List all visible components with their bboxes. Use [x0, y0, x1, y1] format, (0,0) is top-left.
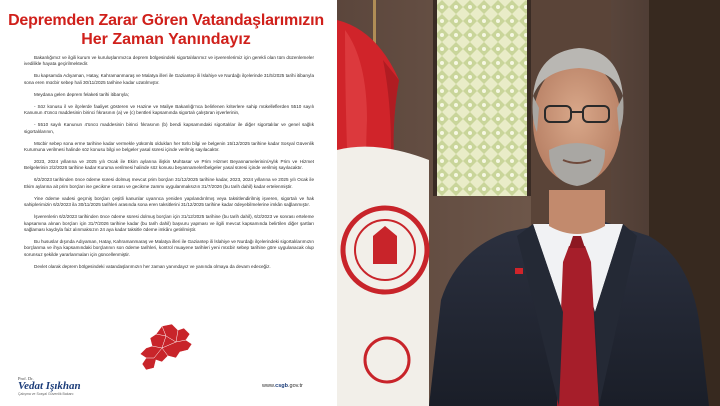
paragraph: Meydana gelen deprem felaketi tarihi itibarıyla;: [34, 91, 129, 97]
signature-name: Vedat Işıkhan: [18, 380, 81, 392]
earthquake-region-map-icon: [132, 322, 202, 372]
paragraph: - Söz konusu il ve ilçelerde faaliyet gösteren ve Hazine ve Maliye Bakanlığı'nca belirlenen kriterlere sahip mükelleflerden 5510 sayılı Kanunun 4'üncü maddesinin birinci fıkrasının (a) ve (c) bentleri kapsamında sigortalı çalıştıran işverlerinin,: [24, 103, 314, 116]
website-url: [262, 383, 303, 389]
press-release-document: [0, 0, 332, 406]
paragraph: Yine ödeme vadesi geçmiş borçları çeşitli kanunlar uyarınca yeniden yapılandırılmış veya taksitlendirilmiş işveren, sigortalı ve hak sahiplerimizin 6/2/2023 ila 30/11/2025 tarihleri arasında sona eren taksitlerini 31/12/2025 tarihine kadar ödeyebilmelerine imkân sağlanmıştır.: [24, 195, 314, 208]
website-domain: csgb: [275, 383, 288, 389]
website-suffix: .gov.tr: [287, 383, 303, 389]
ministry-emblem-icon: [337, 147, 429, 406]
portrait-scene: [337, 0, 720, 406]
headline-line-1: Depremden Zarar Gören Vatandaşlarımızın: [8, 12, 324, 29]
paragraph: Bu kapsamda Adıyaman, Hatay, Kahramanmaraş ve Malatya illeri ile Gaziantep ili İslahiye ve Nurdağı ilçelerinde 31/5/2025 tarihi itibarıyla sona eren mücbir sebep hali 30/11/2025 tarihine kadar uzatılmıştır.: [24, 73, 314, 85]
website-prefix: www.: [262, 383, 276, 389]
paragraph: - 5510 sayılı Kanunun 4'üncü maddesinin birinci fıkrasının (b) bendi kapsamındaki sigortalılar ile diğer sigortalılar ve genel sağlık sigortalılarının,: [24, 122, 314, 134]
document-body: [24, 55, 314, 276]
window-lattice: [435, 0, 529, 196]
paragraph: Devlet olarak deprem bölgesindeki vatandaşlarımızın her zaman yanındayız ve yanında olmaya da devam edeceğiz.: [34, 263, 271, 269]
paragraph: Bu hususlar dışında Adıyaman, Hatay, Kahramanmaraş ve Malatya illeri ile Gaziantep ili İslahiye ve Nurdağı ilçelerindeki sigortalılarımızın borçlanma ve ihya kapsamındaki borçlarının son ödeme tarihleri, kontrol muayene tarihleri yeni mücbir sebep tarihine göre uygulanacak olup sorunsuz şekilde yararlanmaları için güncellenmiştir.: [24, 239, 314, 257]
signature-title: Çalışma ve Sosyal Güvenlik Bakanı: [18, 392, 74, 396]
headline-line-2: Her Zaman Yanındayız: [81, 31, 251, 48]
paragraph: 6/2/2023 tarihinden önce ödeme süresi dolmuş mevcut prim borçları 31/12/2025 tarihine kadar, 2023, 2024 yıllarına ve 2025 yılı Ocak ile Ekim aylarına ait prim borçları ise gecikme cezası ve gecikme zammı uygulanmaksızın 31/7/2026 (bu tarih dahil) kadar ertelenmiştir.: [24, 177, 314, 189]
minister-portrait-photo: [337, 0, 720, 406]
paragraph: 2023, 2024 yıllarına ve 2025 yılı Ocak ile Ekim aylarına ilişkin Muhtasar ve Prim Hizmet Beyannamelerinin/Aylık Prim ve Hizmet Belgelerinin 2/2/2026 tarihine kadar Kuruma verilmesi halinde söz konusu beyannameler/belgeler yasal süresi içinde verilmiş sayılacaktır.: [24, 159, 314, 171]
signature-block: [18, 376, 81, 396]
paragraph: İşverenlerin 6/2/2023 tarihinden önce ödeme süresi dolmuş borçları için 31/12/2025 tarihine (bu tarih dahil), 6/2/2023 ve sonrası erteleme kapsamına alınan borçları için 31/7/2026 tarihine kadar (bu tarih dahil) başvuru yapması ve ilgili mevcut kapsamında belirtilen diğer şartları sağlaması kaydıyla faiz alınmaksızın 24 aya kadar taksitle ödeme imkânı getirilmiştir.: [24, 214, 314, 233]
paragraph: Mücbir sebep sona erme tarihine kadar vermekle yükümlü oldukları her türlü bilgi ve belgenin 15/12/2025 tarihine kadar Sosyal Güvenlik Kurumuna verilmesi halinde söz konusu bilgi ve belgeler yasal süresi içinde verilmiş sayılacaktır.: [24, 140, 314, 153]
signature-prefix: Prof. Dr.: [18, 376, 34, 381]
paragraph: Bakanlığımız ve ilgili kurum ve kuruluşlarımızca deprem bölgesindeki sigortalılarımız ve işverenlerimiz için gerekli olan tüm düzenlemeler ivedilikle hayata geçirilmektedir.: [24, 55, 314, 67]
